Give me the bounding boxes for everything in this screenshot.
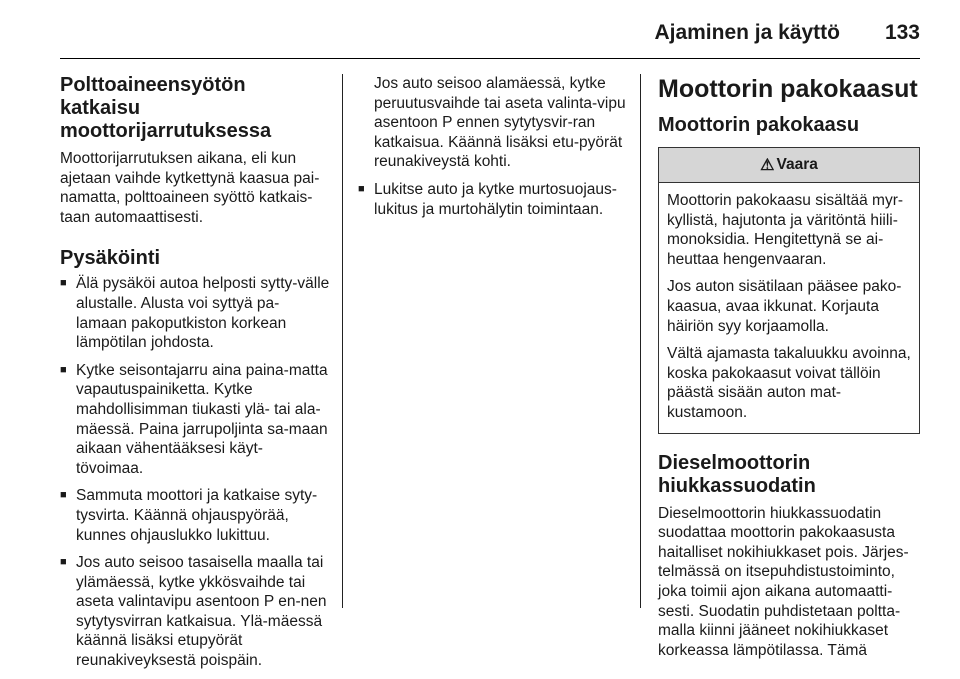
warning-label: Vaara <box>776 156 818 173</box>
column-right <box>658 74 920 660</box>
list-item: ■ Älä pysäköi autoa helposti sytty-välle alustalle. Alusta voi syttyä pa-lamaan pakoputkiston korkean lämpötilan johdosta. <box>60 274 330 352</box>
page-number: 133 <box>884 21 920 44</box>
page-header <box>60 0 920 59</box>
section-heading-diesel: Dieselmoottorin hiukkassuodatin <box>658 451 816 497</box>
paragraph-continuation: Jos auto seisoo alamäessä, kytke peruutusvaihde tai aseta valinta-vipu asentoon P ennen sytytysvir-ran katkaisua. Käännä lisäksi etu-pyörät reunakiveystä kohti. <box>374 75 626 171</box>
paragraph-diesel: Dieselmoottorin hiukkassuodatin suodattaa moottorin pakokaasusta haitalliset nokihiukkaset pois. Järjes-telmässä on itsepuhdistustoiminto, joka toimii ajon aikana automaatti-sesti. Suodatin puhdistetaan poltta-malla kiinni jääneet nokihiukkaset korkeassa lämpötilassa. Tämä <box>658 504 909 659</box>
warning-paragraph: Moottorin pakokaasu sisältää myr-kyllistä, hajutonta ja väritöntä hiili-monoksidia. Hengitettynä se ai-heuttaa hengenvaaran. <box>667 192 904 268</box>
list-item: ■ Jos auto seisoo tasaisella maalla tai ylämäessä, kytke ykkösvaihde tai aseta valintavipu asentoon P en-nen sytytysvirran katkaisua. Ylä-mäessä käännä lisäksi etupyörät reunakiveyksestä poispäin. <box>60 553 330 671</box>
parking-list <box>60 274 330 670</box>
section-heading-parking: Pysäköinti <box>60 247 161 270</box>
column-divider <box>342 74 343 608</box>
paragraph-fuel-cut: Moottorijarrutuksen aikana, eli kun ajetaan vaihde kytkettynä kaasua pai-namatta, polttoaineen syöttö katkais-taan automaattisesti. <box>60 150 320 226</box>
column-left <box>60 74 330 679</box>
warning-box <box>658 147 920 434</box>
warning-header <box>659 148 919 183</box>
warning-triangle-icon: ⚠ <box>760 157 775 174</box>
running-title: Ajaminen ja käyttö <box>654 21 840 44</box>
column-divider <box>640 74 641 608</box>
column-middle <box>358 74 626 227</box>
list-item: ■ Lukitse auto ja kytke murtosuojaus-lukitus ja murtohälytin toimintaan. <box>358 180 626 219</box>
chapter-title: Moottorin pakokaasut <box>658 75 918 103</box>
section-heading-exhaust: Moottorin pakokaasu <box>658 114 860 136</box>
warning-paragraph: Vältä ajamasta takaluukku avoinna, koska pakokaasut voivat tällöin päästä sisään auton mat-kustamoon. <box>667 345 911 421</box>
list-item: ■ Kytke seisontajarru aina paina-matta vapautuspainiketta. Kytke mahdollisimman tiukasti ylä- tai ala-mäessä. Paina jarrupoljinta sa-maan aikaan vähentääksesi käyt-tövoimaa. <box>60 361 330 479</box>
warning-paragraph: Jos auton sisätilaan pääsee pako-kaasua, avaa ikkunat. Korjauta häiriön syy korjaamolla. <box>667 278 902 335</box>
warning-body <box>659 183 919 433</box>
section-heading-fuel-cut: Polttoaineensyötön katkaisu moottorijarrutuksessa <box>60 74 272 142</box>
list-item: ■ Sammuta moottori ja katkaise syty-tysvirta. Käännä ohjauspyörää, kunnes ohjauslukko lukittuu. <box>60 486 330 545</box>
lock-list <box>358 180 626 219</box>
